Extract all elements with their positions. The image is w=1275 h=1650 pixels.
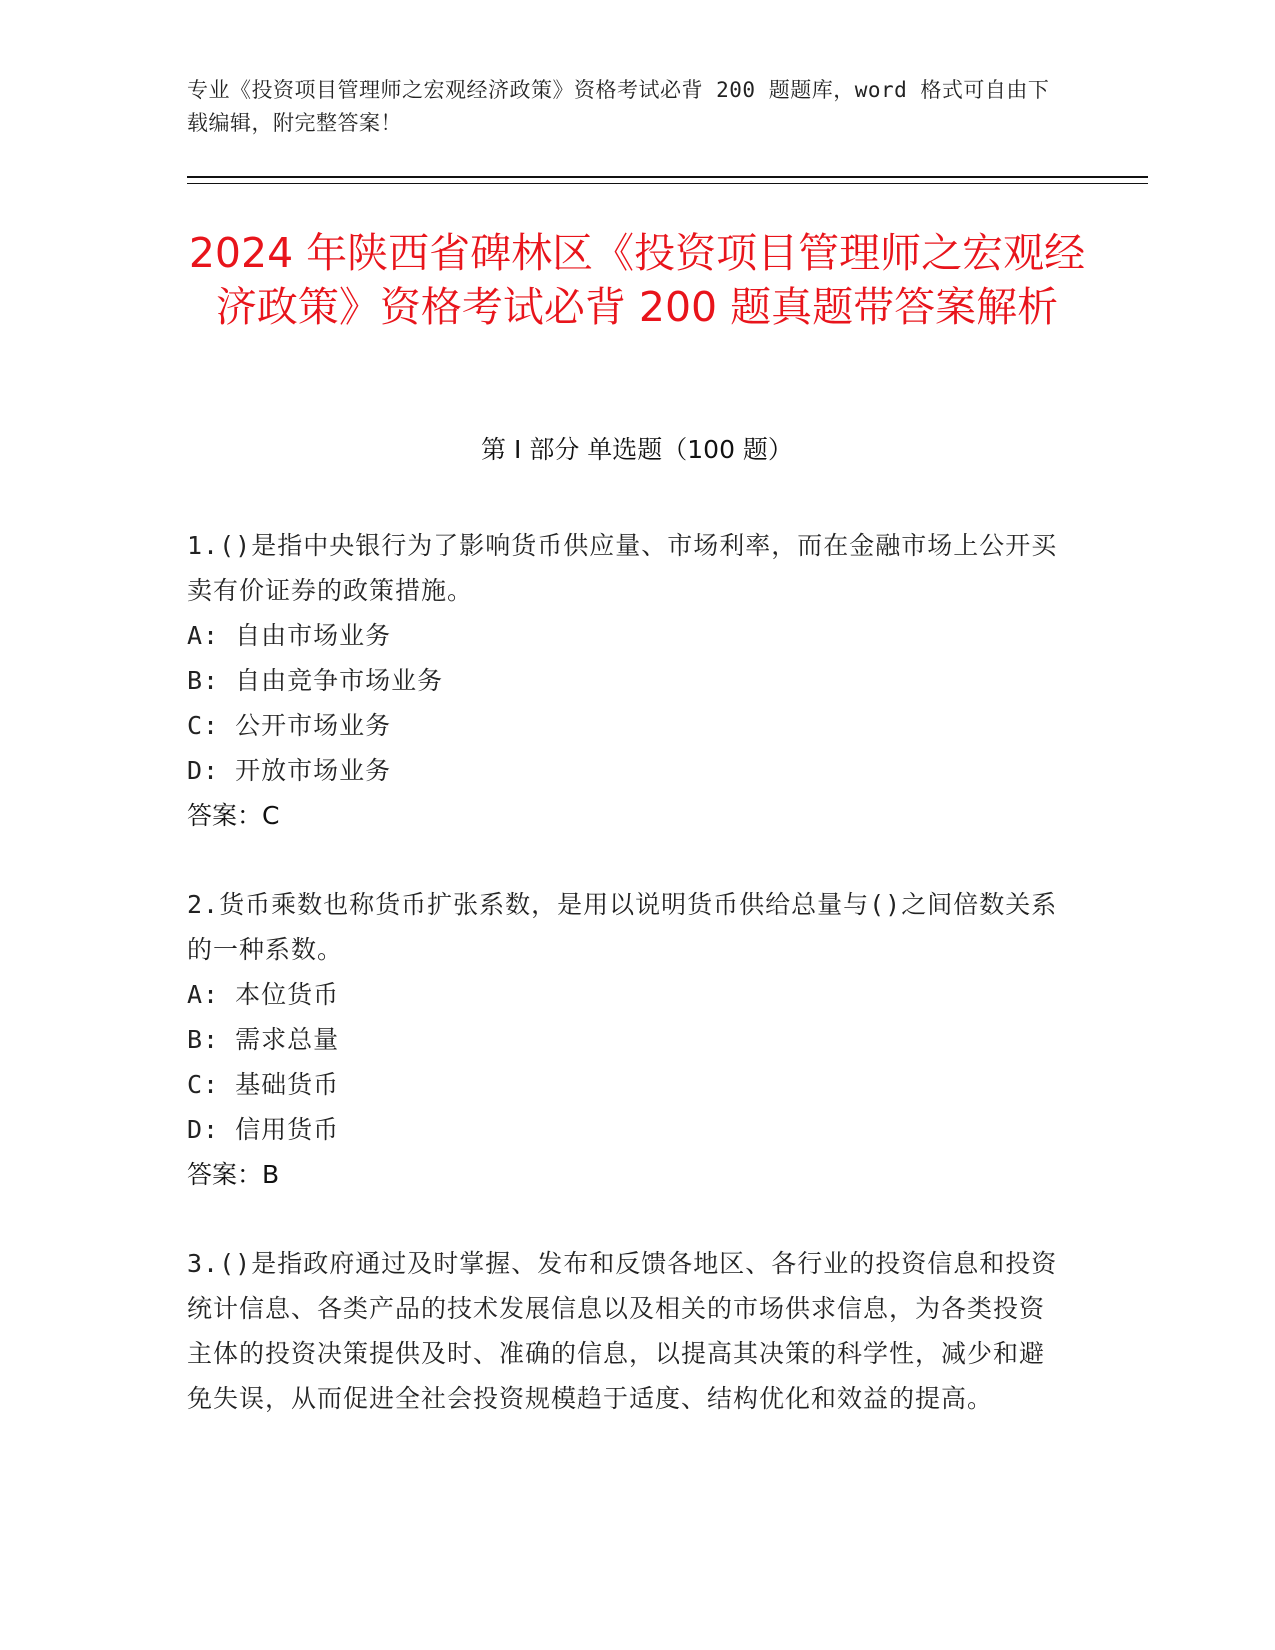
header-divider-thin — [187, 183, 1148, 184]
question-stem: 1.()是指中央银行为了影响货币供应量、市场利率，而在金融市场上公开买卖有价证券的政策措施。 — [187, 531, 1058, 605]
option-a: A: 自由市场业务 — [187, 621, 392, 650]
document-title: 2024 年陕西省碑林区《投资项目管理师之宏观经济政策》资格考试必背 200 题真题带答案解析 — [188, 229, 1086, 331]
option-a: A: 本位货币 — [187, 980, 340, 1009]
question-stem: 2.货币乘数也称货币扩张系数，是用以说明货币供给总量与()之间倍数关系的一种系数。 — [187, 890, 1058, 964]
answer: 答案：C — [187, 801, 280, 830]
option-d: D: 开放市场业务 — [187, 756, 392, 785]
option-b: B: 需求总量 — [187, 1025, 340, 1054]
option-c: C: 基础货币 — [187, 1070, 340, 1099]
question-stem: 3.()是指政府通过及时掌握、发布和反馈各地区、各行业的投资信息和投资统计信息、各类产品的技术发展信息以及相关的市场供求信息，为各类投资主体的投资决策提供及时、准确的信息，以提高其决策的科学性，减少和避免失误，从而促进全社会投资规模趋于适度、结构优化和效益的提高。 — [187, 1249, 1058, 1413]
question-2 — [187, 882, 1067, 1197]
answer: 答案：B — [187, 1160, 280, 1189]
question-list — [187, 523, 1067, 1465]
option-d: D: 信用货币 — [187, 1115, 340, 1144]
option-c: C: 公开市场业务 — [187, 711, 392, 740]
question-3 — [187, 1241, 1067, 1421]
header-note: 专业《投资项目管理师之宏观经济政策》资格考试必背 200 题题库，word 格式可自由下载编辑，附完整答案！ — [187, 78, 1050, 135]
option-b: B: 自由竞争市场业务 — [187, 666, 444, 695]
section-title: 第 I 部分 单选题（100 题） — [481, 435, 793, 464]
question-1 — [187, 523, 1067, 838]
header-divider-thick — [187, 176, 1148, 178]
